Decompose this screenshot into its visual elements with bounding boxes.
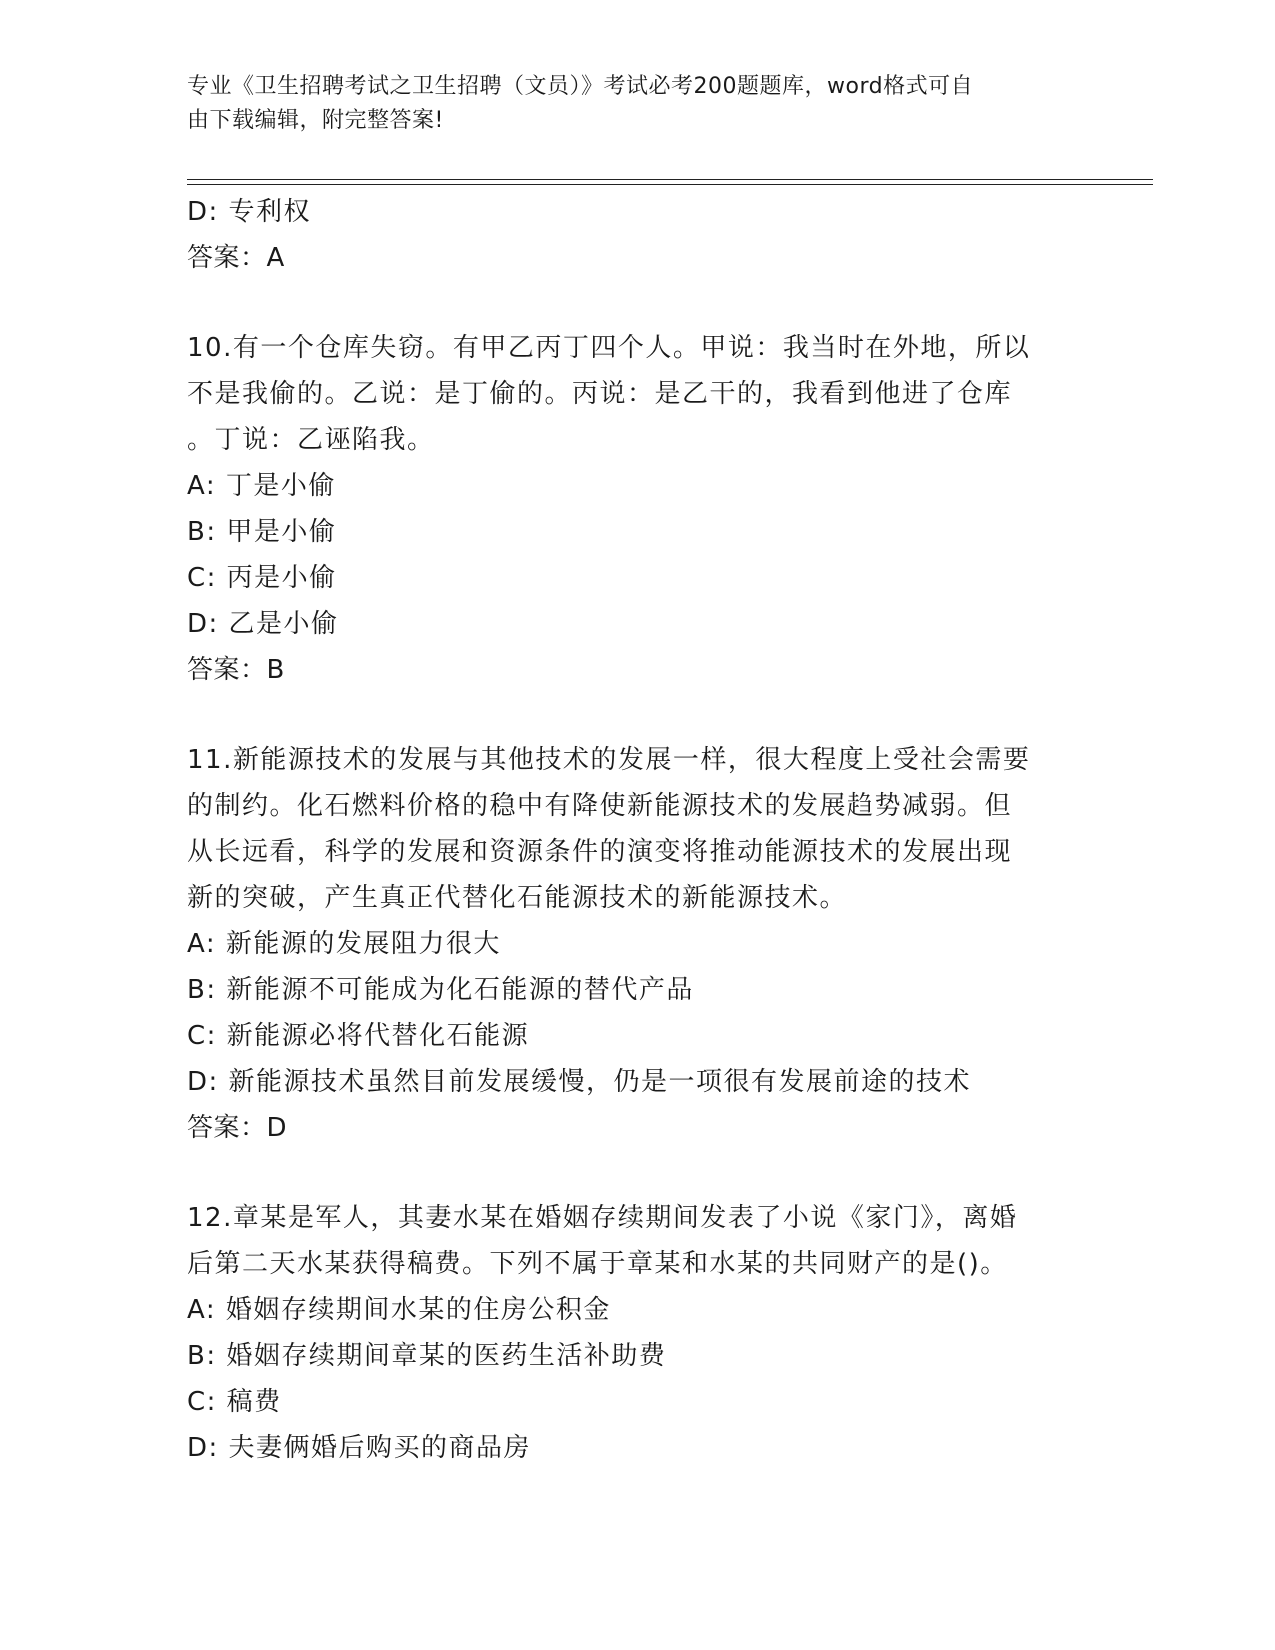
stem-line: 10.有一个仓库失窃。有甲乙丙丁四个人。甲说：我当时在外地，所以 <box>187 333 1031 363</box>
spacer <box>187 281 1087 325</box>
question-10 <box>187 325 1087 693</box>
option-c: C: 稿费 <box>187 1387 282 1417</box>
spacer <box>187 693 1087 737</box>
option-c: C: 新能源必将代替化石能源 <box>187 1021 530 1051</box>
option-d: D: 乙是小偷 <box>187 609 339 639</box>
option-d: D: 新能源技术虽然目前发展缓慢，仍是一项很有发展前途的技术 <box>187 1067 972 1097</box>
stem-line: 11.新能源技术的发展与其他技术的发展一样，很大程度上受社会需要 <box>187 745 1031 775</box>
stem-line: 的制约。化石燃料价格的稳中有降使新能源技术的发展趋势减弱。但 <box>187 791 1013 821</box>
stem-line: 从长远看，科学的发展和资源条件的演变将推动能源技术的发展出现 <box>187 837 1013 867</box>
header-divider-top <box>187 179 1153 180</box>
page-header <box>187 70 1067 138</box>
option-d: D: 夫妻俩婚后购买的商品房 <box>187 1433 532 1463</box>
header-line-1: 专业《卫生招聘考试之卫生招聘（文员）》考试必考200题题库，word格式可自 <box>187 74 974 99</box>
stem-line: 不是我偷的。乙说：是丁偷的。丙说：是乙干的，我看到他进了仓库 <box>187 379 1013 409</box>
question-12 <box>187 1195 1087 1471</box>
question-11 <box>187 737 1087 1151</box>
question-stem <box>187 325 1087 463</box>
answer-line: 答案：B <box>187 655 285 685</box>
question-stem <box>187 1195 1087 1287</box>
header-line-2: 由下载编辑，附完整答案! <box>187 108 444 133</box>
stem-line: 。丁说：乙诬陷我。 <box>187 425 435 455</box>
option-b: B: 新能源不可能成为化石能源的替代产品 <box>187 975 694 1005</box>
option-c: C: 丙是小偷 <box>187 563 337 593</box>
stem-line: 12.章某是军人，其妻水某在婚姻存续期间发表了小说《家门》，离婚 <box>187 1203 1018 1233</box>
question-content <box>187 189 1087 1471</box>
answer-line: 答案：A <box>187 243 285 273</box>
option-b: B: 甲是小偷 <box>187 517 337 547</box>
stem-line: 后第二天水某获得稿费。下列不属于章某和水某的共同财产的是()。 <box>187 1249 1008 1279</box>
option-a: A: 婚姻存续期间水某的住房公积金 <box>187 1295 611 1325</box>
option-a: A: 新能源的发展阻力很大 <box>187 929 501 959</box>
stem-line: 新的突破，产生真正代替化石能源技术的新能源技术。 <box>187 883 848 913</box>
prev-question-tail <box>187 189 1087 281</box>
header-divider-bottom <box>187 184 1153 185</box>
option-b: B: 婚姻存续期间章某的医药生活补助费 <box>187 1341 667 1371</box>
question-stem <box>187 737 1087 921</box>
option-a: A: 丁是小偷 <box>187 471 336 501</box>
spacer <box>187 1151 1087 1195</box>
answer-line: 答案：D <box>187 1113 288 1143</box>
option-d: D: 专利权 <box>187 197 312 227</box>
